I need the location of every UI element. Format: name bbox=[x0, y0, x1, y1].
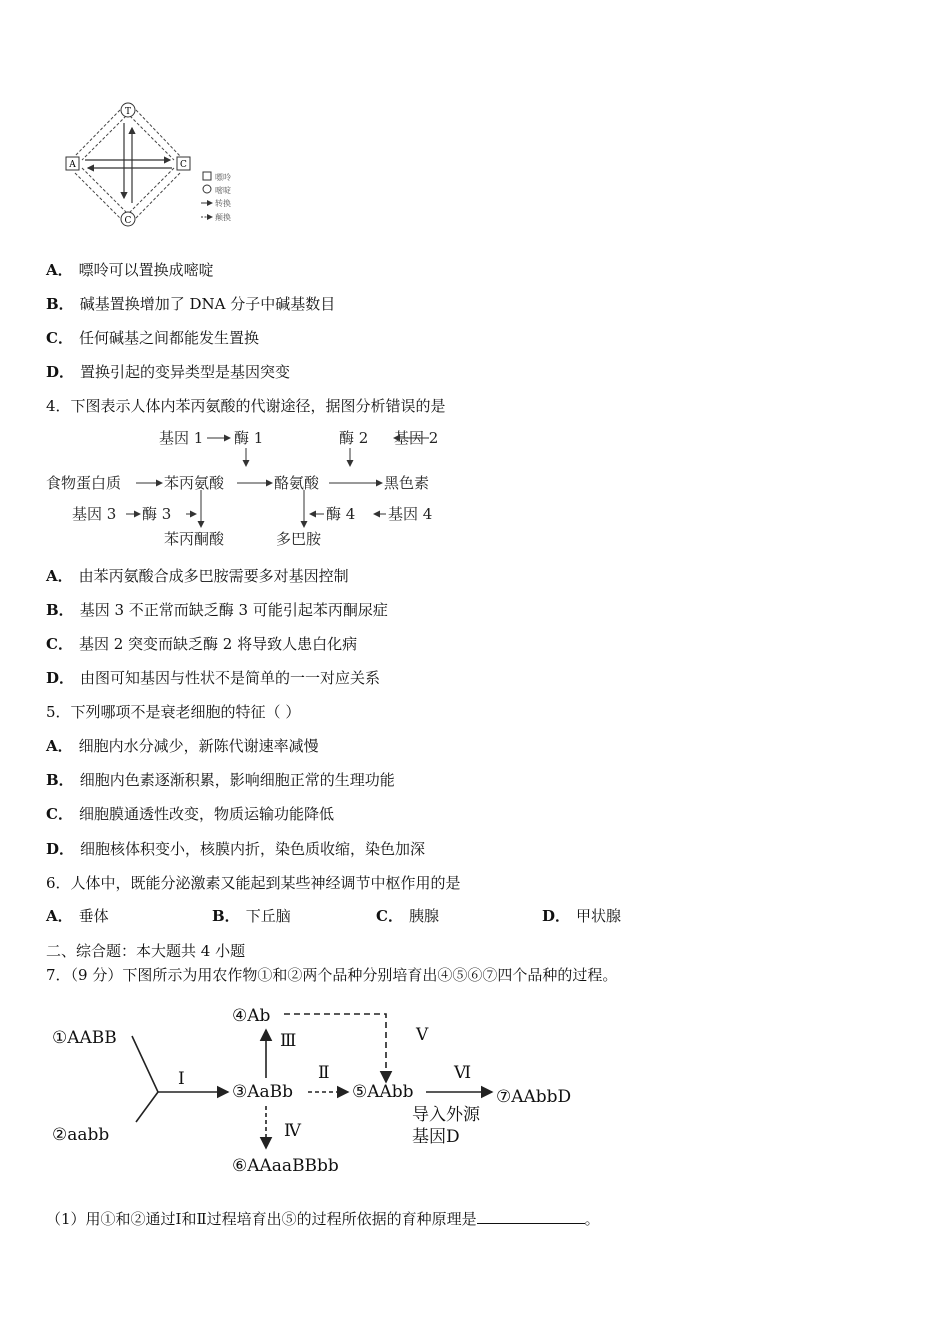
pw-gene4: 基因 4 bbox=[388, 505, 433, 523]
transition-arrows bbox=[85, 123, 172, 203]
node-c-right-label: C bbox=[180, 160, 187, 170]
q5-option-d: D． 细胞核体积变小，核膜内折，染色质收缩，染色加深 bbox=[46, 840, 426, 858]
pw-dopamine: 多巴胺 bbox=[276, 530, 322, 548]
legend-purine: 嘌呤 bbox=[215, 173, 231, 182]
bp-parent1: ①AABB bbox=[52, 1028, 117, 1048]
q4-stem: 4．下图表示人体内苯丙氨酸的代谢途径，据图分析错误的是 bbox=[46, 397, 446, 415]
bp-variety7: ⑦AAbbD bbox=[496, 1087, 572, 1107]
bp-roman-1: Ⅰ bbox=[178, 1069, 185, 1089]
node-a-label: A bbox=[69, 160, 76, 170]
q4-option-d: D． 由图可知基因与性状不是简单的一一对应关系 bbox=[46, 669, 381, 687]
bp-roman-5: Ⅴ bbox=[416, 1025, 429, 1045]
pw-enzyme3: 酶 3 bbox=[142, 505, 172, 523]
pw-tyrosine: 酪氨酸 bbox=[274, 474, 320, 492]
q4-option-a: A． 由苯丙氨酸合成多巴胺需要多对基因控制 bbox=[46, 567, 349, 585]
legend-transversion: 颠换 bbox=[215, 213, 231, 222]
q5-option-b: B． 细胞内色素逐渐积累，影响细胞正常的生理功能 bbox=[46, 771, 395, 789]
bp-parent2: ②aabb bbox=[52, 1125, 110, 1145]
pw-melanin: 黑色素 bbox=[384, 474, 430, 492]
base-substitution-diagram bbox=[60, 98, 260, 233]
breeding-process-diagram bbox=[46, 996, 606, 1180]
q3-option-c: C． 任何碱基之间都能发生置换 bbox=[46, 329, 259, 347]
answer-blank[interactable] bbox=[477, 1208, 585, 1224]
q7-stem: 7．（9 分）下图所示为用农作物①和②两个品种分别培育出④⑤⑥⑦四个品种的过程。 bbox=[46, 966, 618, 984]
legend-pyrimidine: 嘧啶 bbox=[215, 186, 231, 195]
bp-roman-3: Ⅲ bbox=[280, 1031, 297, 1051]
q7-subquestion-1: （1）用①和②通过Ⅰ和Ⅱ过程培育出⑤的过程所依据的育种原理是 。 bbox=[46, 1210, 600, 1228]
q6-stem: 6．人体中，既能分泌激素又能起到某些神经调节中枢作用的是 bbox=[46, 874, 461, 892]
bp-roman-4: Ⅳ bbox=[284, 1121, 301, 1141]
legend-transition: 转换 bbox=[215, 199, 231, 208]
q5-option-a: A． 细胞内水分减少，新陈代谢速率减慢 bbox=[46, 737, 319, 755]
q6-option-d: D． 甲状腺 bbox=[542, 907, 622, 925]
q3-option-b: B． 碱基置换增加了 DNA 分子中碱基数目 bbox=[46, 295, 336, 313]
pw-enzyme2: 酶 2 bbox=[339, 429, 369, 447]
bp-variety6: ⑥AAaaBBbb bbox=[232, 1156, 339, 1176]
bp-variety4: ④Ab bbox=[232, 1006, 271, 1026]
transversion-arrows bbox=[75, 110, 180, 218]
pw-phenylalanine: 苯丙氨酸 bbox=[164, 474, 225, 492]
legend-circle-icon bbox=[203, 185, 211, 193]
section-heading: 二、综合题：本大题共 4 小题 bbox=[46, 942, 246, 960]
bp-import-line1: 导入外源 bbox=[412, 1105, 480, 1125]
node-t-label: T bbox=[124, 107, 132, 117]
q3-option-d: D． 置换引起的变异类型是基因突变 bbox=[46, 363, 291, 381]
pw-food-protein: 食物蛋白质 bbox=[46, 474, 122, 492]
pw-enzyme1: 酶 1 bbox=[234, 429, 264, 447]
q5-option-c: C． 细胞膜通透性改变，物质运输功能降低 bbox=[46, 805, 334, 823]
bp-roman-6: Ⅵ bbox=[454, 1063, 472, 1083]
q4-option-b: B． 基因 3 不正常而缺乏酶 3 可能引起苯丙酮尿症 bbox=[46, 601, 388, 619]
legend-square-icon bbox=[203, 172, 211, 180]
phenylalanine-pathway-diagram bbox=[44, 424, 464, 554]
q3-option-a: A． 嘌呤可以置换成嘧啶 bbox=[46, 261, 214, 279]
q4-option-c: C． 基因 2 突变而缺乏酶 2 将导致人患白化病 bbox=[46, 635, 358, 653]
q6-option-a: A． 垂体 bbox=[46, 907, 109, 925]
bp-roman-2: Ⅱ bbox=[318, 1063, 330, 1083]
q5-stem: 5．下列哪项不是衰老细胞的特征（ ） bbox=[46, 703, 301, 721]
pw-gene3: 基因 3 bbox=[72, 505, 117, 523]
node-c-bottom-label: C bbox=[124, 216, 132, 226]
q6-option-b: B． 下丘脑 bbox=[212, 907, 291, 925]
pw-gene2: 基因 2 bbox=[394, 429, 439, 447]
q6-option-c: C． 胰腺 bbox=[376, 907, 439, 925]
bp-variety5: ⑤AAbb bbox=[352, 1082, 414, 1102]
bp-import-line2: 基因D bbox=[412, 1127, 460, 1147]
bp-f1: ③AaBb bbox=[232, 1082, 294, 1102]
pw-enzyme4: 酶 4 bbox=[326, 505, 356, 523]
pw-gene1: 基因 1 bbox=[159, 429, 204, 447]
pw-phenylpyruvic: 苯丙酮酸 bbox=[164, 530, 225, 548]
